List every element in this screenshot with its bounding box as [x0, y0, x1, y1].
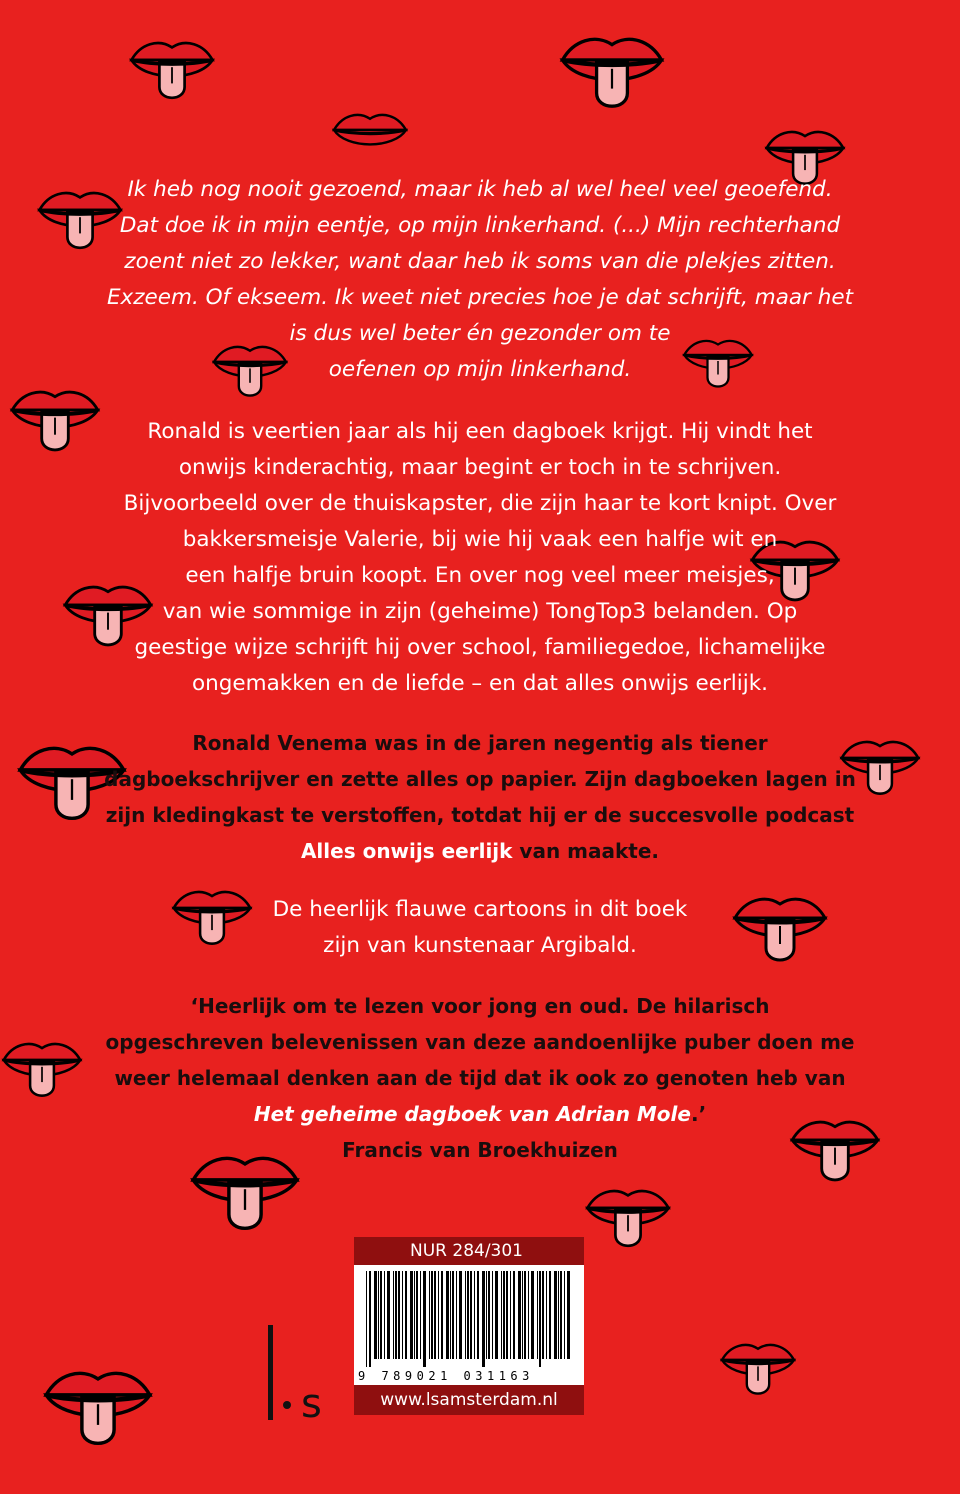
- barcode-bar: [495, 1271, 498, 1359]
- lips-with-tongue-icon: [722, 1345, 794, 1394]
- barcode-bar: [467, 1271, 469, 1359]
- podcast-title: Alles onwijs eerlijk: [300, 839, 513, 863]
- nur-code: NUR 284/301: [354, 1237, 584, 1265]
- barcode-bar: [456, 1271, 457, 1359]
- barcode-bar: [441, 1271, 443, 1359]
- barcode-bar: [416, 1271, 418, 1359]
- barcode-bar: [554, 1271, 557, 1359]
- book-blurb: [0, 414, 960, 702]
- lips-with-tongue-icon: [588, 1191, 669, 1246]
- author-bio-line: dagboekschrijver en zette alles op papier. Zijn dagboeken lagen in: [104, 767, 856, 791]
- lips-with-tongue-icon: [193, 1158, 297, 1228]
- intro-quote-line: Dat doe ik in mijn eentje, op mijn linkerhand. (...) Mijn rechterhand: [119, 213, 841, 238]
- blurb-line: ongemakken en de liefde – en dat alles onwijs eerlijk.: [191, 671, 769, 696]
- barcode-block: [354, 1237, 584, 1415]
- book-title: Het geheime dagboek van Adrian Mole: [253, 1102, 691, 1126]
- isbn-number: 9 789021 031163: [358, 1369, 534, 1383]
- barcode-bar: [410, 1271, 413, 1359]
- blurb-line: geestige wijze schrijft hij over school, familiegedoe, lichamelijke: [134, 635, 826, 660]
- blurb-line: onwijs kinderachtig, maar begint er toch in te schrijven.: [178, 455, 782, 480]
- lips-with-tongue-icon: [334, 115, 406, 144]
- blurb-line: Bijvoorbeeld over de thuiskapster, die zijn haar te kort knipt. Over: [123, 491, 837, 516]
- intro-quote: [0, 172, 960, 388]
- review-attribution: Francis van Broekhuizen: [342, 1138, 618, 1162]
- barcode-bar: [531, 1271, 534, 1359]
- barcode-bar: [402, 1271, 403, 1359]
- intro-quote-line: Exzeem. Of ekseem. Ik weet niet precies hoe je dat schrijft, maar het: [106, 285, 854, 310]
- barcode-bar: [488, 1271, 490, 1359]
- barcode-bar: [477, 1271, 479, 1359]
- review-line-end: .’: [690, 1102, 707, 1126]
- barcode-bar: [380, 1271, 382, 1359]
- barcode-bar: [366, 1271, 367, 1367]
- barcode-bar: [522, 1271, 523, 1359]
- review-line: [0, 1096, 960, 1132]
- lips-with-tongue-icon: [132, 43, 213, 98]
- barcode-bar: [431, 1271, 433, 1359]
- lips-with-tongue-icon: [46, 1373, 150, 1443]
- barcode-bar: [414, 1271, 415, 1359]
- review-line: weer helemaal denken aan de tijd dat ik ook zo genoten heb van: [114, 1066, 846, 1090]
- barcode-bar: [564, 1271, 565, 1359]
- barcode-bars: [366, 1271, 572, 1367]
- review-line: opgeschreven belevenissen van deze aandoenlijke puber doen me: [105, 1030, 855, 1054]
- publisher-logo-mark: s: [301, 1381, 322, 1425]
- barcode-bar: [492, 1271, 493, 1359]
- barcode-bar: [518, 1271, 521, 1359]
- intro-quote-line: oefenen op mijn linkerhand.: [328, 357, 632, 382]
- barcode-bar: [398, 1271, 400, 1359]
- barcode-bar: [465, 1271, 466, 1359]
- lips-with-tongue-icon: [563, 39, 662, 106]
- barcode-bar: [560, 1271, 562, 1359]
- publisher-website: www.lsamsterdam.nl: [354, 1385, 584, 1415]
- barcode-bar: [395, 1271, 397, 1359]
- barcode-bar: [528, 1271, 529, 1359]
- author-bio-line: zijn kledingkast te verstoffen, totdat hij er de succesvolle podcast: [105, 803, 855, 827]
- blurb-line: Ronald is veertien jaar als hij een dagboek krijgt. Hij vindt het: [147, 419, 813, 444]
- barcode-bar: [450, 1271, 451, 1359]
- barcode-bar: [434, 1271, 436, 1359]
- blurb-line: een halfje bruin koopt. En over nog veel meer meisjes,: [185, 563, 775, 588]
- barcode-bar: [446, 1271, 449, 1359]
- barcode-bar: [438, 1271, 439, 1359]
- barcode-bar: [537, 1271, 538, 1359]
- intro-quote-line: is dus wel beter én gezonder om te: [289, 321, 671, 346]
- barcode-bar: [542, 1271, 544, 1359]
- barcode-bar: [405, 1271, 407, 1359]
- barcode-bar: [452, 1271, 454, 1359]
- barcode-bar: [539, 1271, 541, 1367]
- author-bio-line: Ronald Venema was in de jaren negentig als tiener: [192, 731, 768, 755]
- cartoons-line: zijn van kunstenaar Argibald.: [323, 933, 637, 958]
- cartoons-credit: [0, 892, 960, 964]
- barcode-bar: [549, 1271, 551, 1359]
- blurb-line: bakkersmeisje Valerie, bij wie hij vaak een halfje wit en: [182, 527, 778, 552]
- intro-quote-line: Ik heb nog nooit gezoend, maar ik heb al wel heel veel geoefend.: [127, 177, 833, 202]
- barcode-bar: [459, 1271, 462, 1359]
- barcode-bar: [429, 1271, 430, 1359]
- barcode-bar: [374, 1271, 377, 1359]
- author-bio-line-end: van maakte.: [512, 839, 660, 863]
- barcode-bar: [558, 1271, 559, 1359]
- author-bio-line: [0, 833, 960, 869]
- barcode-bar: [470, 1271, 472, 1359]
- author-bio: [0, 725, 960, 869]
- barcode-bar: [387, 1271, 390, 1359]
- review-quote: [0, 988, 960, 1168]
- cartoons-line: De heerlijk flauwe cartoons in dit boek: [272, 897, 688, 922]
- barcode-bar: [378, 1271, 379, 1359]
- barcode-bar: [482, 1271, 485, 1367]
- barcode-bar: [524, 1271, 526, 1359]
- barcode-bar: [420, 1271, 421, 1359]
- barcode-bar: [567, 1271, 570, 1359]
- blurb-line: van wie sommige in zijn (geheime) TongTop3 belanden. Op: [162, 599, 798, 624]
- barcode: [354, 1265, 584, 1385]
- intro-quote-line: zoent niet zo lekker, want daar heb ik soms van die plekjes zitten.: [124, 249, 836, 274]
- barcode-bar: [503, 1271, 505, 1359]
- barcode-bar: [369, 1271, 371, 1367]
- publisher-logo: [265, 1325, 345, 1425]
- review-line: ‘Heerlijk om te lezen voor jong en oud. De hilarisch: [190, 994, 770, 1018]
- barcode-bar: [546, 1271, 547, 1359]
- barcode-bar: [393, 1271, 394, 1359]
- barcode-bar: [506, 1271, 508, 1359]
- barcode-bar: [474, 1271, 475, 1359]
- barcode-bar: [486, 1271, 487, 1359]
- barcode-bar: [384, 1271, 385, 1359]
- barcode-bar: [513, 1271, 515, 1359]
- barcode-bar: [510, 1271, 511, 1359]
- barcode-bar: [423, 1271, 426, 1367]
- barcode-bar: [501, 1271, 502, 1359]
